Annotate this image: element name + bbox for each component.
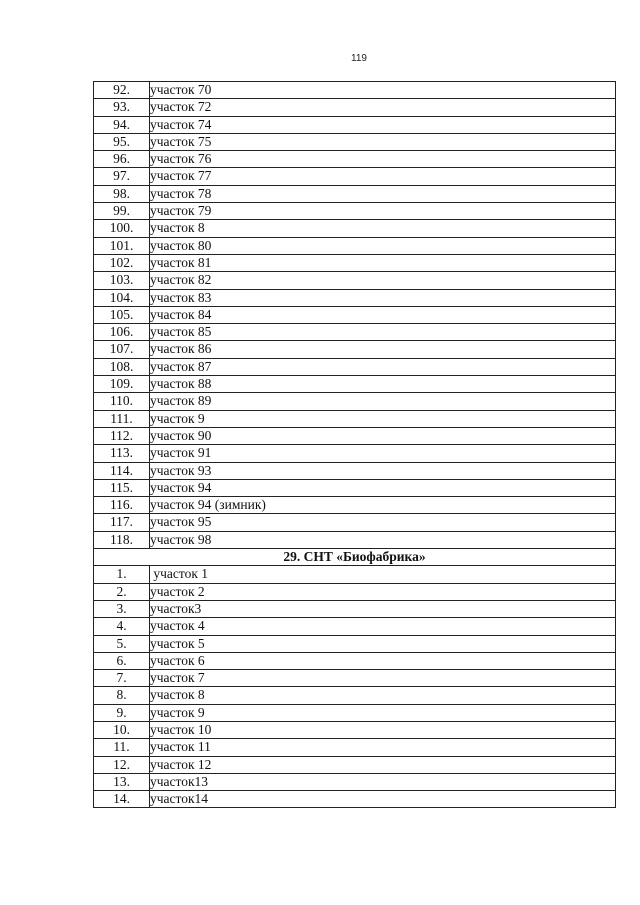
row-label: участок 78 [150, 185, 616, 202]
row-number: 1. [94, 566, 150, 583]
row-number: 107. [94, 341, 150, 358]
table-row [94, 670, 616, 687]
table-row [94, 324, 616, 341]
row-label: участок 4 [150, 618, 616, 635]
row-label: участок 79 [150, 203, 616, 220]
row-number: 112. [94, 427, 150, 444]
row-label: участок 91 [150, 445, 616, 462]
table-row [94, 462, 616, 479]
row-label: участок 9 [150, 704, 616, 721]
row-label: участок 76 [150, 151, 616, 168]
row-number: 3. [94, 600, 150, 617]
row-number: 11. [94, 739, 150, 756]
table-row [94, 773, 616, 790]
row-number: 97. [94, 168, 150, 185]
row-number: 9. [94, 704, 150, 721]
row-number: 115. [94, 479, 150, 496]
row-label: участок 89 [150, 393, 616, 410]
row-label: участок3 [150, 600, 616, 617]
row-label: участок 10 [150, 721, 616, 738]
table-row [94, 600, 616, 617]
table-row [94, 358, 616, 375]
row-label: участок 83 [150, 289, 616, 306]
row-number: 96. [94, 151, 150, 168]
row-number: 102. [94, 254, 150, 271]
row-label: участок 94 (зимник) [150, 497, 616, 514]
row-label: участок 8 [150, 220, 616, 237]
row-label: участок 82 [150, 272, 616, 289]
row-number: 104. [94, 289, 150, 306]
row-label: участок 72 [150, 99, 616, 116]
section-title: 29. СНТ «Биофабрика» [94, 549, 616, 566]
table-row [94, 99, 616, 116]
table-row [94, 721, 616, 738]
row-number: 117. [94, 514, 150, 531]
row-label: участок 5 [150, 635, 616, 652]
row-number: 10. [94, 721, 150, 738]
row-label: участок 80 [150, 237, 616, 254]
row-number: 109. [94, 376, 150, 393]
row-label: участок 12 [150, 756, 616, 773]
row-number: 13. [94, 773, 150, 790]
row-number: 99. [94, 203, 150, 220]
table-row [94, 756, 616, 773]
table-row [94, 687, 616, 704]
row-label: участок 94 [150, 479, 616, 496]
table-row [94, 168, 616, 185]
row-label: участок 95 [150, 514, 616, 531]
table-row [94, 618, 616, 635]
table-row [94, 393, 616, 410]
table-row [94, 341, 616, 358]
table-row [94, 427, 616, 444]
row-label: участок 1 [150, 566, 616, 583]
row-label: участок 98 [150, 531, 616, 548]
table-row [94, 254, 616, 271]
table-row [94, 272, 616, 289]
row-number: 100. [94, 220, 150, 237]
row-label: участок 81 [150, 254, 616, 271]
table-row [94, 566, 616, 583]
row-number: 2. [94, 583, 150, 600]
row-number: 7. [94, 670, 150, 687]
row-label: участок 86 [150, 341, 616, 358]
row-number: 111. [94, 410, 150, 427]
page-number: 119 [351, 53, 367, 64]
table-row [94, 82, 616, 99]
row-label: участок 85 [150, 324, 616, 341]
row-number: 103. [94, 272, 150, 289]
row-label: участок14 [150, 791, 616, 808]
table-row [94, 583, 616, 600]
row-number: 116. [94, 497, 150, 514]
row-label: участок 7 [150, 670, 616, 687]
row-number: 93. [94, 99, 150, 116]
table-row [94, 376, 616, 393]
row-number: 95. [94, 133, 150, 150]
table-row [94, 133, 616, 150]
table-row [94, 203, 616, 220]
table-row [94, 479, 616, 496]
table-row [94, 531, 616, 548]
row-number: 108. [94, 358, 150, 375]
plots-table [93, 81, 616, 808]
row-number: 113. [94, 445, 150, 462]
row-number: 118. [94, 531, 150, 548]
table-row [94, 445, 616, 462]
row-number: 101. [94, 237, 150, 254]
row-number: 114. [94, 462, 150, 479]
table-row [94, 497, 616, 514]
row-number: 12. [94, 756, 150, 773]
table-row [94, 306, 616, 323]
table-row [94, 116, 616, 133]
row-number: 110. [94, 393, 150, 410]
table-row [94, 237, 616, 254]
row-number: 14. [94, 791, 150, 808]
row-number: 106. [94, 324, 150, 341]
row-number: 4. [94, 618, 150, 635]
row-label: участок 9 [150, 410, 616, 427]
row-label: участок 70 [150, 82, 616, 99]
row-number: 94. [94, 116, 150, 133]
table-row [94, 185, 616, 202]
row-number: 92. [94, 82, 150, 99]
row-label: участок 75 [150, 133, 616, 150]
table-row [94, 220, 616, 237]
row-label: участок 87 [150, 358, 616, 375]
row-number: 98. [94, 185, 150, 202]
row-label: участок 6 [150, 652, 616, 669]
row-label: участок13 [150, 773, 616, 790]
table-row [94, 791, 616, 808]
row-number: 5. [94, 635, 150, 652]
table-row [94, 635, 616, 652]
table-row [94, 652, 616, 669]
row-label: участок 8 [150, 687, 616, 704]
row-label: участок 11 [150, 739, 616, 756]
row-label: участок 77 [150, 168, 616, 185]
table-row [94, 151, 616, 168]
table-row [94, 410, 616, 427]
table-row [94, 739, 616, 756]
table-row [94, 289, 616, 306]
section-header-row [94, 549, 616, 566]
row-label: участок 90 [150, 427, 616, 444]
table-row [94, 704, 616, 721]
row-label: участок 74 [150, 116, 616, 133]
row-number: 8. [94, 687, 150, 704]
row-label: участок 93 [150, 462, 616, 479]
table-row [94, 514, 616, 531]
plots-table-body [94, 82, 616, 808]
row-number: 6. [94, 652, 150, 669]
row-label: участок 2 [150, 583, 616, 600]
row-label: участок 84 [150, 306, 616, 323]
row-label: участок 88 [150, 376, 616, 393]
row-number: 105. [94, 306, 150, 323]
